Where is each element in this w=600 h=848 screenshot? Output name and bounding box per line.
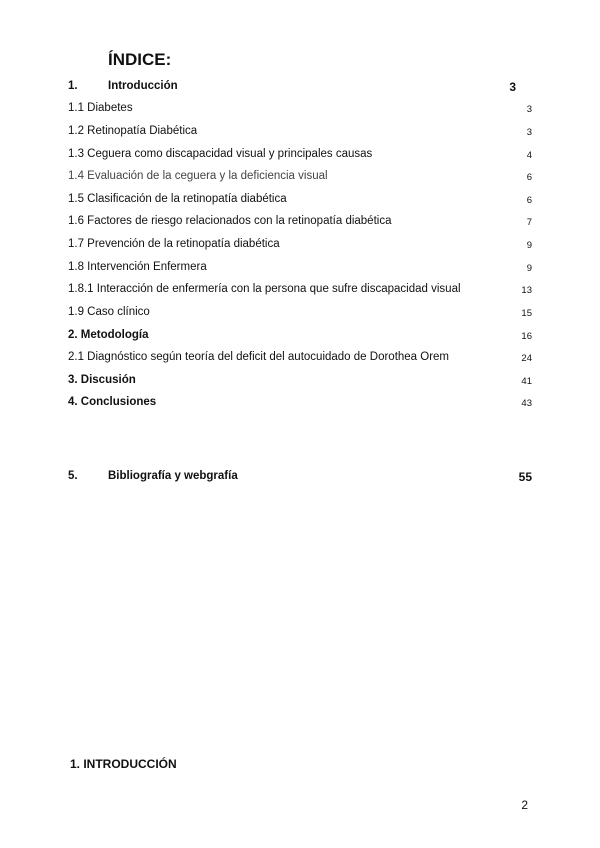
toc-entry-page: 3 bbox=[509, 80, 516, 94]
toc-entry-page: 3 bbox=[526, 127, 532, 138]
toc-entry-label: 1.5 Clasificación de la retinopatía diabética bbox=[68, 193, 287, 205]
toc-entry-label: 1.8 Intervención Enfermera bbox=[68, 261, 207, 273]
toc-entry-page: 24 bbox=[521, 353, 532, 364]
toc-entry-label: 1.9 Caso clínico bbox=[68, 306, 150, 318]
toc-number: 1. bbox=[68, 80, 78, 92]
toc-entry-label: 1.7 Prevención de la retinopatía diabética bbox=[68, 238, 280, 250]
toc-entry-label: 1.6 Factores de riesgo relacionados con la retinopatía diabética bbox=[68, 215, 392, 227]
toc-entry-page: 13 bbox=[521, 285, 532, 296]
toc-entry-page: 4 bbox=[526, 150, 532, 161]
toc-entry-page: 6 bbox=[526, 195, 532, 206]
toc-entry-page: 55 bbox=[518, 470, 532, 484]
toc-entry-label: 2.1 Diagnóstico según teoría del deficit del autocuidado de Dorothea Orem bbox=[68, 351, 450, 363]
toc-entry-page: 15 bbox=[521, 308, 532, 319]
toc-entry-page: 6 bbox=[526, 172, 532, 183]
toc-entry-label: 2. Metodología bbox=[68, 329, 149, 341]
toc-number: 5. bbox=[68, 470, 78, 482]
toc-entry-label: 1.3 Ceguera como discapacidad visual y principales causas bbox=[68, 148, 373, 160]
toc-entry-page: 3 bbox=[526, 104, 532, 115]
toc-entry-label: 1.8.1 Interacción de enfermería con la persona que sufre discapacidad visual bbox=[68, 283, 461, 295]
toc-entry-label: 1.2 Retinopatía Diabética bbox=[68, 125, 198, 137]
toc-entry-label: 1.1 Diabetes bbox=[68, 102, 133, 114]
toc-entry-page: 41 bbox=[521, 376, 532, 387]
toc-entry-page: 7 bbox=[526, 217, 532, 228]
toc-entry-label: Introducción bbox=[108, 80, 178, 92]
toc-entry-page: 9 bbox=[526, 240, 532, 251]
toc-entry-label: 1.4 Evaluación de la ceguera y la deficiencia visual bbox=[68, 170, 328, 182]
toc-entry-label: Bibliografía y webgrafía bbox=[108, 470, 238, 482]
toc-entry-label: 3. Discusión bbox=[68, 374, 136, 386]
page-number: 2 bbox=[521, 798, 528, 812]
toc-entry-label: 4. Conclusiones bbox=[68, 396, 157, 408]
index-title: ÍNDICE: bbox=[108, 50, 172, 69]
section-heading: 1. INTRODUCCIÓN bbox=[70, 757, 177, 771]
toc-entry-page: 43 bbox=[521, 398, 532, 409]
toc-entry-page: 9 bbox=[526, 263, 532, 274]
toc-entry-page: 16 bbox=[521, 331, 532, 342]
